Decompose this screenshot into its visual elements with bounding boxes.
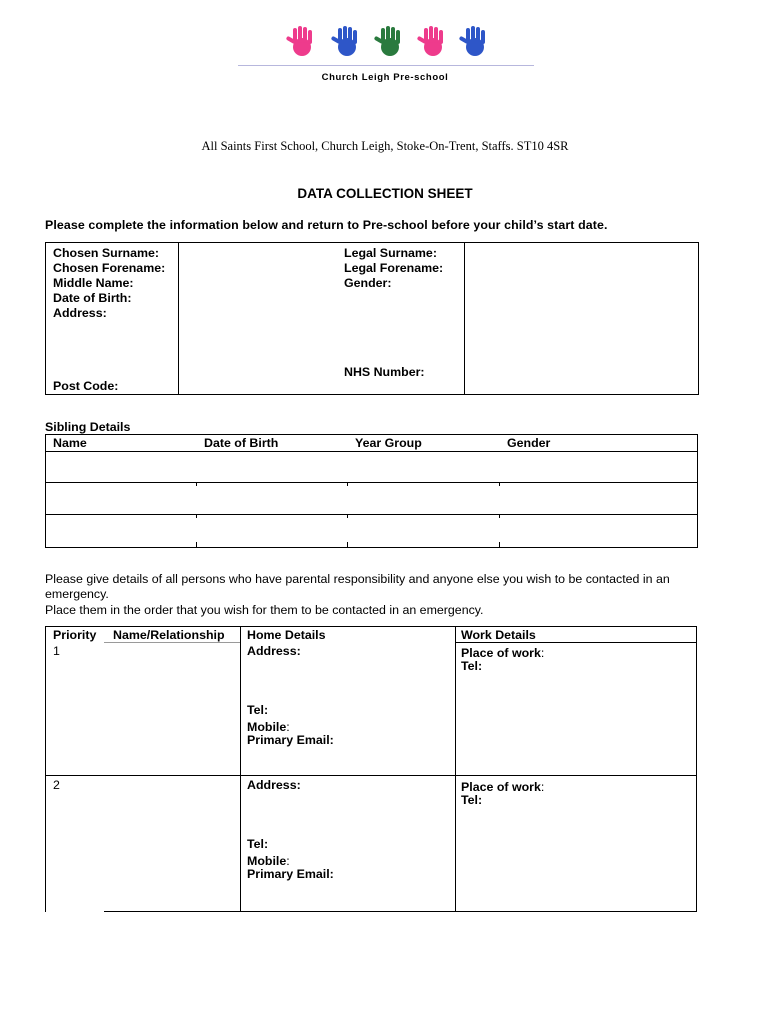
green-hand-icon <box>373 24 407 60</box>
instructions: Please complete the information below and return to Pre-school before your child’s start date. <box>45 218 608 232</box>
home-details-header: Home Details <box>247 628 326 642</box>
primary-email-label: Primary Email: <box>247 867 334 881</box>
contacts-intro-line: Place them in the order that you wish for them to be contacted in an emergency. <box>45 603 484 617</box>
home-address-label: Address: <box>247 778 301 792</box>
mobile-label: Mobile: <box>247 854 290 868</box>
page-title: DATA COLLECTION SHEET <box>297 186 473 201</box>
home-tel-label: Tel: <box>247 837 269 851</box>
contacts-intro-line: emergency. <box>45 587 109 601</box>
place-of-work-label: Place of work: <box>461 780 545 794</box>
mobile-label: Mobile: <box>247 720 290 734</box>
column-header: Year Group <box>355 436 422 450</box>
blue-hand-icon <box>330 24 364 60</box>
priority-number: 2 <box>53 778 60 792</box>
pink-hand-icon <box>285 24 319 60</box>
gender-label: Gender: <box>344 276 392 290</box>
nhs-number-label: NHS Number: <box>344 365 425 379</box>
middle-name-label: Middle Name: <box>53 276 134 290</box>
column-header: Name <box>53 436 87 450</box>
work-tel-label: Tel: <box>461 793 483 807</box>
chosen-forename-label: Chosen Forename: <box>53 261 166 275</box>
school-address: All Saints First School, Church Leigh, Stoke-On-Trent, Staffs. ST10 4SR <box>201 139 569 153</box>
column-header: Date of Birth <box>204 436 279 450</box>
home-tel-label: Tel: <box>247 703 269 717</box>
pink-hand-icon <box>416 24 450 60</box>
chosen-surname-label: Chosen Surname: <box>53 246 160 260</box>
place-of-work-label: Place of work: <box>461 646 545 660</box>
contacts-intro-line: Please give details of all persons who have parental responsibility and anyone else you wish to be contacted in an <box>45 572 670 586</box>
priority-number: 1 <box>53 644 60 658</box>
logo-text: Church Leigh Pre-school <box>321 72 449 83</box>
work-details-header: Work Details <box>461 628 536 642</box>
work-tel-label: Tel: <box>461 659 483 673</box>
logo-divider <box>238 65 534 66</box>
column-header: Gender <box>507 436 551 450</box>
priority-header: Priority <box>53 628 97 642</box>
name-relationship-header: Name/Relationship <box>113 628 225 642</box>
sibling-heading: Sibling Details <box>45 420 131 434</box>
primary-email-label: Primary Email: <box>247 733 334 747</box>
post-code-label: Post Code: <box>53 379 119 393</box>
dob-label: Date of Birth: <box>53 291 132 305</box>
address-label: Address: <box>53 306 107 320</box>
blue-hand-icon <box>458 24 492 60</box>
legal-forename-label: Legal Forename: <box>344 261 444 275</box>
home-address-label: Address: <box>247 644 301 658</box>
legal-surname-label: Legal Surname: <box>344 246 437 260</box>
